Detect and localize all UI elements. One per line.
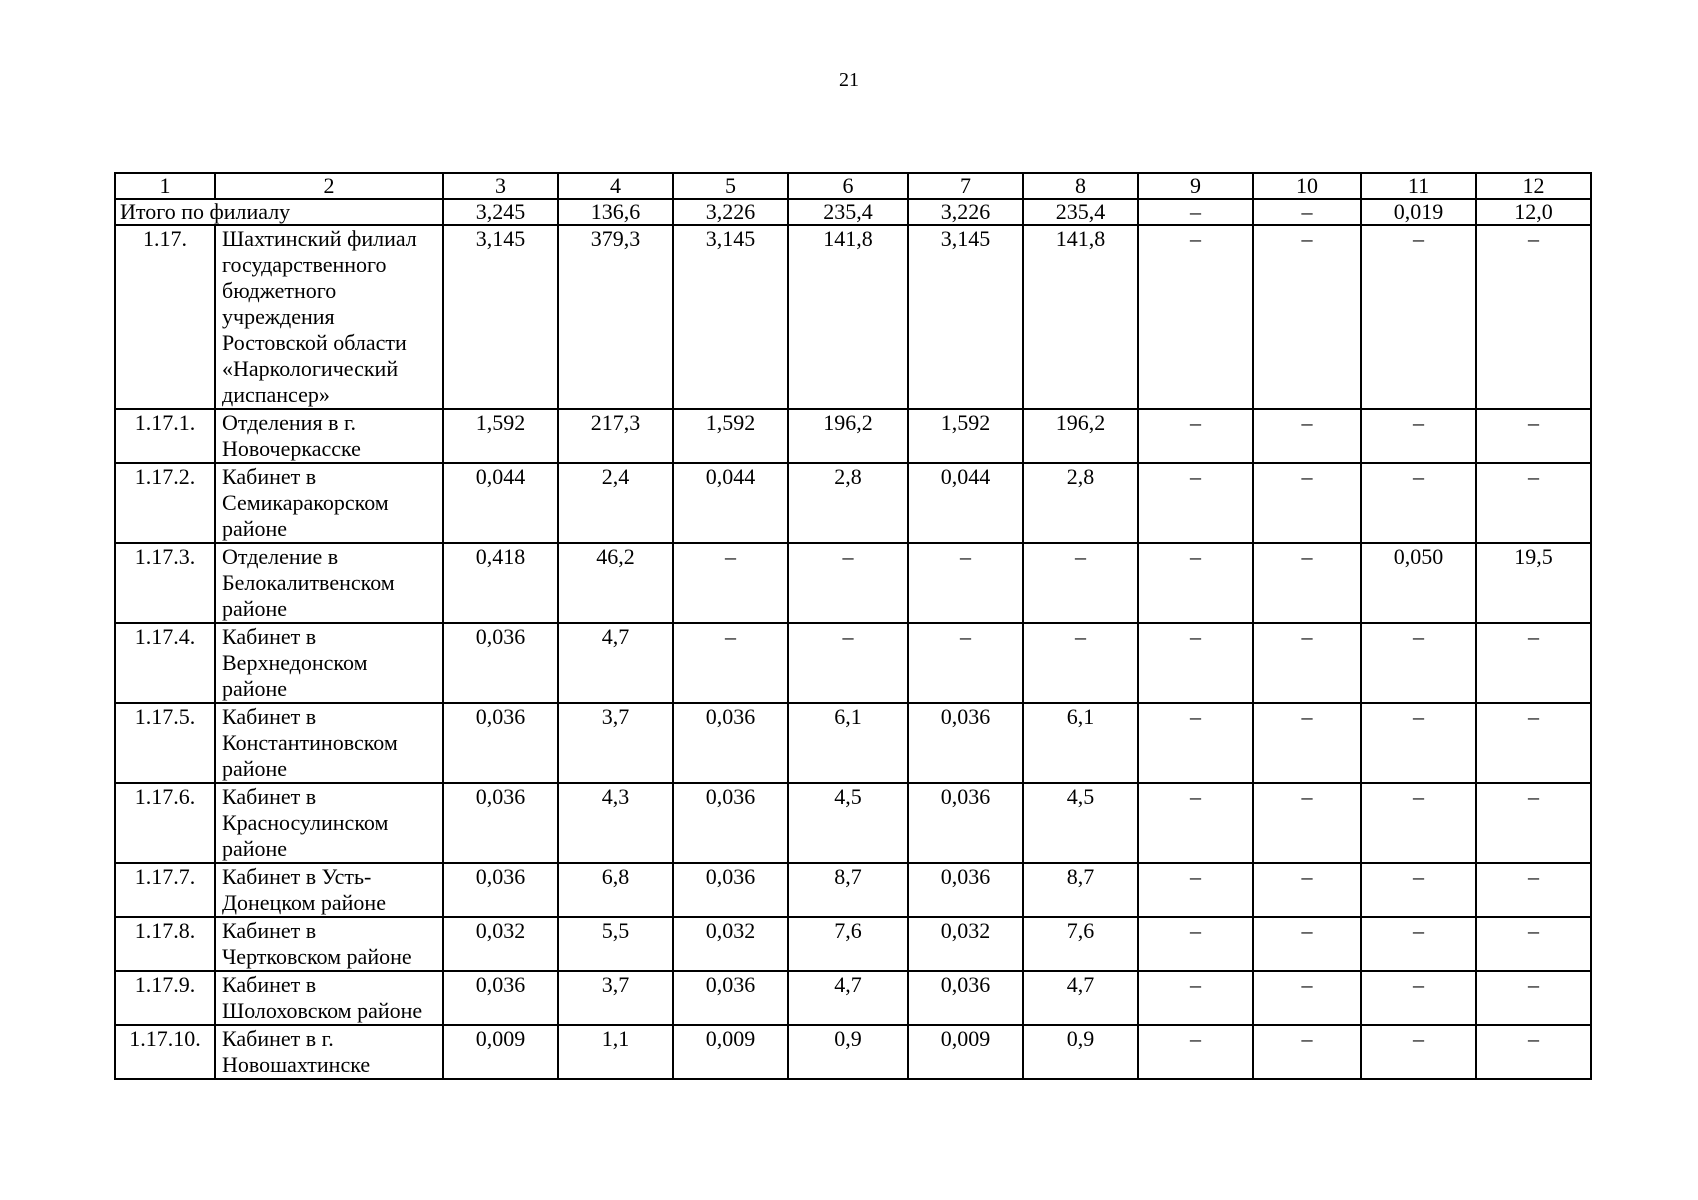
table-row bbox=[115, 463, 1591, 543]
row-value: – bbox=[1361, 917, 1476, 971]
row-value: – bbox=[1361, 863, 1476, 917]
row-value: 4,5 bbox=[788, 783, 908, 863]
row-value: – bbox=[1138, 971, 1253, 1025]
row-value: 7,6 bbox=[1023, 917, 1138, 971]
row-value: 0,032 bbox=[673, 917, 788, 971]
row-value: – bbox=[1138, 463, 1253, 543]
table-row bbox=[115, 543, 1591, 623]
row-value: – bbox=[908, 623, 1023, 703]
row-value: 0,036 bbox=[443, 971, 558, 1025]
row-value: – bbox=[1476, 917, 1591, 971]
row-value: 19,5 bbox=[1476, 543, 1591, 623]
row-value: – bbox=[1253, 463, 1361, 543]
total-cell: 3,245 bbox=[443, 199, 558, 225]
row-value: – bbox=[1476, 623, 1591, 703]
row-value: – bbox=[1138, 623, 1253, 703]
row-value: 0,036 bbox=[443, 623, 558, 703]
row-value: – bbox=[788, 543, 908, 623]
row-value: 0,009 bbox=[673, 1025, 788, 1079]
row-value: – bbox=[1476, 225, 1591, 409]
row-value: 0,044 bbox=[908, 463, 1023, 543]
row-value: – bbox=[1138, 917, 1253, 971]
row-value: – bbox=[788, 623, 908, 703]
row-value: 0,036 bbox=[908, 863, 1023, 917]
row-value: 141,8 bbox=[788, 225, 908, 409]
data-table bbox=[114, 172, 1592, 1080]
data-rows bbox=[115, 225, 1591, 1079]
header-cell: 9 bbox=[1138, 173, 1253, 199]
row-value: – bbox=[1253, 971, 1361, 1025]
row-value: 0,044 bbox=[443, 463, 558, 543]
row-value: – bbox=[1138, 225, 1253, 409]
total-cell: 136,6 bbox=[558, 199, 673, 225]
row-value: – bbox=[1253, 409, 1361, 463]
row-value: 379,3 bbox=[558, 225, 673, 409]
row-name: Кабинет в Константиновском районе bbox=[215, 703, 443, 783]
row-value: 5,5 bbox=[558, 917, 673, 971]
row-name: Кабинет в Шолоховском районе bbox=[215, 971, 443, 1025]
table-row bbox=[115, 863, 1591, 917]
row-value: – bbox=[1253, 783, 1361, 863]
row-code: 1.17.4. bbox=[115, 623, 215, 703]
row-value: 0,044 bbox=[673, 463, 788, 543]
row-value: – bbox=[1361, 623, 1476, 703]
row-name: Кабинет в Усть-Донецком районе bbox=[215, 863, 443, 917]
row-code: 1.17.8. bbox=[115, 917, 215, 971]
row-value: – bbox=[1361, 1025, 1476, 1079]
row-value: 141,8 bbox=[1023, 225, 1138, 409]
header-cell: 1 bbox=[115, 173, 215, 199]
header-cell: 8 bbox=[1023, 173, 1138, 199]
row-value: 217,3 bbox=[558, 409, 673, 463]
row-code: 1.17.2. bbox=[115, 463, 215, 543]
row-value: 6,1 bbox=[788, 703, 908, 783]
row-value: 1,592 bbox=[908, 409, 1023, 463]
row-value: – bbox=[1138, 703, 1253, 783]
row-value: – bbox=[673, 543, 788, 623]
row-value: 0,036 bbox=[673, 863, 788, 917]
row-value: – bbox=[1361, 409, 1476, 463]
row-value: 0,032 bbox=[443, 917, 558, 971]
row-value: 4,7 bbox=[1023, 971, 1138, 1025]
row-value: – bbox=[1023, 623, 1138, 703]
row-value: 3,145 bbox=[908, 225, 1023, 409]
row-value: 1,592 bbox=[443, 409, 558, 463]
total-cell: 12,0 bbox=[1476, 199, 1591, 225]
row-code: 1.17.9. bbox=[115, 971, 215, 1025]
row-name: Отделение в Белокалитвенском районе bbox=[215, 543, 443, 623]
total-cell: 0,019 bbox=[1361, 199, 1476, 225]
total-cell: – bbox=[1138, 199, 1253, 225]
table-row bbox=[115, 623, 1591, 703]
row-value: 196,2 bbox=[1023, 409, 1138, 463]
row-value: 4,7 bbox=[558, 623, 673, 703]
row-value: – bbox=[1138, 783, 1253, 863]
header-cell: 11 bbox=[1361, 173, 1476, 199]
table-row bbox=[115, 783, 1591, 863]
row-code: 1.17.5. bbox=[115, 703, 215, 783]
row-code: 1.17.10. bbox=[115, 1025, 215, 1079]
row-value: 46,2 bbox=[558, 543, 673, 623]
header-cell: 7 bbox=[908, 173, 1023, 199]
row-value: 0,036 bbox=[443, 703, 558, 783]
row-value: – bbox=[1138, 1025, 1253, 1079]
total-cell: 3,226 bbox=[673, 199, 788, 225]
header-cell: 6 bbox=[788, 173, 908, 199]
row-value: 0,036 bbox=[908, 971, 1023, 1025]
row-value: – bbox=[1253, 703, 1361, 783]
table-row bbox=[115, 917, 1591, 971]
row-value: 8,7 bbox=[1023, 863, 1138, 917]
row-value: 0,036 bbox=[673, 703, 788, 783]
row-value: – bbox=[1476, 971, 1591, 1025]
row-name: Кабинет в Красносулинском районе bbox=[215, 783, 443, 863]
row-value: 0,036 bbox=[908, 783, 1023, 863]
row-value: 4,5 bbox=[1023, 783, 1138, 863]
row-code: 1.17.7. bbox=[115, 863, 215, 917]
row-value: 3,145 bbox=[443, 225, 558, 409]
row-value: 6,8 bbox=[558, 863, 673, 917]
row-value: – bbox=[1361, 783, 1476, 863]
row-code: 1.17. bbox=[115, 225, 215, 409]
row-value: 7,6 bbox=[788, 917, 908, 971]
table-row bbox=[115, 1025, 1591, 1079]
row-value: 0,036 bbox=[908, 703, 1023, 783]
row-value: – bbox=[1138, 543, 1253, 623]
row-name: Кабинет в Чертковском районе bbox=[215, 917, 443, 971]
row-value: 0,036 bbox=[443, 863, 558, 917]
row-value: – bbox=[1476, 409, 1591, 463]
row-value: – bbox=[673, 623, 788, 703]
row-value: 3,7 bbox=[558, 703, 673, 783]
row-value: – bbox=[1253, 863, 1361, 917]
row-name: Кабинет в Верхнедонском районе bbox=[215, 623, 443, 703]
row-value: 0,9 bbox=[1023, 1025, 1138, 1079]
row-value: – bbox=[1253, 623, 1361, 703]
row-value: – bbox=[1476, 463, 1591, 543]
row-code: 1.17.3. bbox=[115, 543, 215, 623]
row-value: – bbox=[1253, 225, 1361, 409]
total-label: Итого по филиалу bbox=[115, 199, 443, 225]
row-value: 1,1 bbox=[558, 1025, 673, 1079]
row-value: – bbox=[1476, 863, 1591, 917]
row-name: Отделения в г. Новочеркасске bbox=[215, 409, 443, 463]
row-value: – bbox=[1361, 463, 1476, 543]
row-value: 3,145 bbox=[673, 225, 788, 409]
row-value: 0,009 bbox=[443, 1025, 558, 1079]
header-cell: 3 bbox=[443, 173, 558, 199]
row-value: – bbox=[1253, 543, 1361, 623]
row-code: 1.17.6. bbox=[115, 783, 215, 863]
total-cell: 3,226 bbox=[908, 199, 1023, 225]
row-value: – bbox=[1138, 409, 1253, 463]
row-value: – bbox=[1476, 783, 1591, 863]
table-row bbox=[115, 971, 1591, 1025]
table-row bbox=[115, 409, 1591, 463]
row-value: 0,418 bbox=[443, 543, 558, 623]
row-name: Кабинет в Семикаракорском районе bbox=[215, 463, 443, 543]
row-value: 0,036 bbox=[673, 783, 788, 863]
row-value: – bbox=[1253, 917, 1361, 971]
row-value: 4,7 bbox=[788, 971, 908, 1025]
row-value: – bbox=[1476, 703, 1591, 783]
page-number: 21 bbox=[839, 69, 859, 91]
row-value: – bbox=[1138, 863, 1253, 917]
row-value: 2,4 bbox=[558, 463, 673, 543]
row-value: 0,009 bbox=[908, 1025, 1023, 1079]
row-value: – bbox=[1253, 1025, 1361, 1079]
total-cell: 235,4 bbox=[788, 199, 908, 225]
total-cell: 235,4 bbox=[1023, 199, 1138, 225]
row-value: 0,036 bbox=[673, 971, 788, 1025]
header-cell: 10 bbox=[1253, 173, 1361, 199]
row-value: 2,8 bbox=[788, 463, 908, 543]
row-value: 4,3 bbox=[558, 783, 673, 863]
row-value: 196,2 bbox=[788, 409, 908, 463]
row-value: – bbox=[1023, 543, 1138, 623]
row-value: – bbox=[1361, 971, 1476, 1025]
row-code: 1.17.1. bbox=[115, 409, 215, 463]
row-name: Шахтинский филиал государственного бюджетного учреждения Ростовской области «Наркологический диспансер» bbox=[215, 225, 443, 409]
row-value: 8,7 bbox=[788, 863, 908, 917]
header-row bbox=[115, 173, 1591, 199]
row-value: – bbox=[1361, 225, 1476, 409]
total-cell: – bbox=[1253, 199, 1361, 225]
header-cell: 12 bbox=[1476, 173, 1591, 199]
row-value: – bbox=[908, 543, 1023, 623]
total-row bbox=[115, 199, 1591, 225]
row-value: 0,050 bbox=[1361, 543, 1476, 623]
row-name: Кабинет в г. Новошахтинске bbox=[215, 1025, 443, 1079]
header-cell: 2 bbox=[215, 173, 443, 199]
row-value: 6,1 bbox=[1023, 703, 1138, 783]
header-cell: 5 bbox=[673, 173, 788, 199]
row-value: – bbox=[1476, 1025, 1591, 1079]
row-value: 1,592 bbox=[673, 409, 788, 463]
table-row bbox=[115, 225, 1591, 409]
row-value: 0,036 bbox=[443, 783, 558, 863]
row-value: 0,032 bbox=[908, 917, 1023, 971]
row-value: 2,8 bbox=[1023, 463, 1138, 543]
row-value: 0,9 bbox=[788, 1025, 908, 1079]
table-row bbox=[115, 703, 1591, 783]
row-value: 3,7 bbox=[558, 971, 673, 1025]
row-value: – bbox=[1361, 703, 1476, 783]
header-cell: 4 bbox=[558, 173, 673, 199]
